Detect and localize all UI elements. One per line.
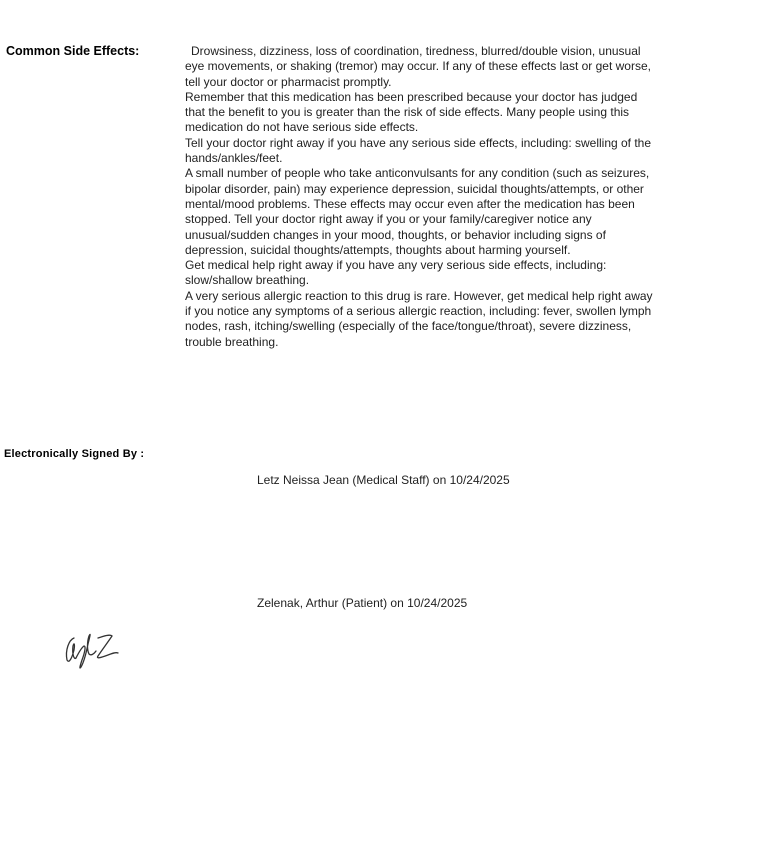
side-effects-paragraph: Remember that this medication has been prescribed because your doctor has judged that the benefit to you is greater than the risk of side effects. Many people using this medication do not have serious side effects. — [185, 89, 638, 135]
staff-sign-date: 10/24/2025 — [449, 473, 510, 487]
side-effects-paragraph: Get medical help right away if you have any very serious side effects, including: slow/shallow breathing. — [185, 258, 607, 288]
side-effects-paragraph: Drowsiness, dizziness, loss of coordination, tiredness, blurred/double vision, unusual eye movements, or shaking (tremor) may occur. If any of these effects last or get worse, tell your doctor or pharmacist promptly. — [185, 44, 651, 89]
side-effects-paragraph: Tell your doctor right away if you have any serious side effects, including: swelling of the hands/ankles/feet. — [185, 135, 652, 166]
electronically-signed-label: Electronically Signed By : — [4, 448, 145, 460]
staff-signature-line — [257, 473, 510, 487]
side-effects-paragraph: A very serious allergic reaction to this drug is rare. However, get medical help right away if you notice any symptoms of a serious allergic reaction, including: fever, swollen lymph nodes, rash, itching/swelling (especially of the face/tongue/throat), severe dizziness, trouble breathing. — [185, 288, 653, 349]
handwritten-signature-image — [60, 624, 124, 672]
patient-signature-line — [257, 596, 467, 610]
staff-name: Letz Neissa Jean — [257, 473, 350, 487]
patient-role: (Patient) — [341, 596, 388, 610]
patient-on-word: on — [390, 596, 404, 610]
staff-on-word: on — [432, 473, 447, 487]
side-effects-text — [185, 44, 655, 350]
side-effects-heading: Common Side Effects: — [6, 44, 140, 58]
patient-name: Zelenak, Arthur — [257, 596, 339, 610]
staff-role: (Medical Staff) — [352, 473, 430, 487]
patient-sign-date: 10/24/2025 — [407, 596, 468, 610]
side-effects-paragraph: A small number of people who take anticonvulsants for any condition (such as seizures, bipolar disorder, pain) may experience depression, suicidal thoughts/attempts, or other mental/mood problems. These effects may occur even after the medication has been stopped. Tell your doctor right away if you or your family/caregiver notice any unusual/sudden changes in your mood, thoughts, or behavior including signs of depression, suicidal thoughts/attempts, thoughts about harming yourself. — [185, 166, 650, 257]
